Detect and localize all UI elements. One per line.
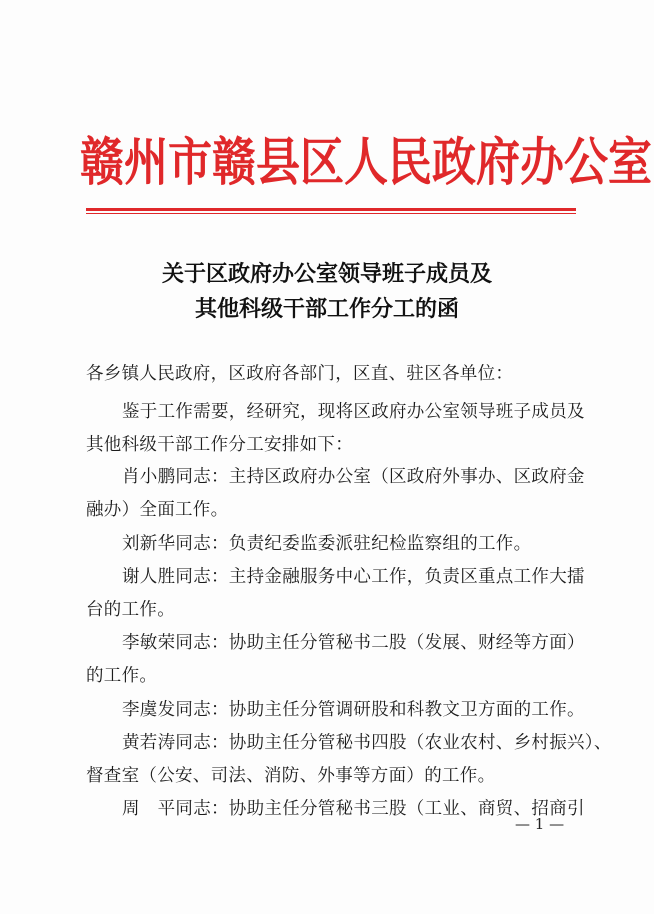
salutation: 各乡镇人民政府，区政府各部门，区直、驻区各单位： — [86, 364, 514, 384]
assignment-line: 台的工作。 — [86, 600, 175, 620]
assignment-line: 谢人胜同志：主持金融服务中心工作，负责区重点工作大擂 — [122, 567, 585, 587]
assignment-line: 的工作。 — [86, 666, 158, 686]
page-number: — 1 — — [515, 815, 565, 833]
assignment-line: 黄若涛同志：协助主任分管秘书四股（农业农村、乡村振兴）、 — [122, 733, 612, 753]
issuer-masthead: 赣州市赣县区人民政府办公室 — [80, 132, 652, 193]
assignment-line: 周 平同志：协助主任分管秘书三股（工业、商贸、招商引 — [122, 799, 585, 819]
masthead-red-rule — [86, 208, 576, 211]
document-title-line-1: 关于区政府办公室领导班子成员及 — [161, 261, 492, 287]
body-paragraph-line: 其他科级干部工作分工安排如下： — [86, 435, 353, 455]
assignment-line: 督查室（公安、司法、消防、外事等方面）的工作。 — [86, 766, 496, 786]
body-paragraph-line: 鉴于工作需要，经研究，现将区政府办公室领导班子成员及 — [122, 402, 585, 422]
assignment-line: 肖小鹏同志：主持区政府办公室（区政府外事办、区政府金 — [122, 467, 585, 487]
assignment-line: 融办）全面工作。 — [86, 500, 229, 520]
masthead-red-rule-thin — [86, 213, 576, 214]
assignment-line: 李虞发同志：协助主任分管调研股和科教文卫方面的工作。 — [122, 700, 585, 720]
assignment-line: 李敏荣同志：协助主任分管秘书二股（发展、财经等方面） — [122, 633, 585, 653]
assignment-line: 刘新华同志：负责纪委监委派驻纪检监察组的工作。 — [122, 534, 532, 554]
document-title-line-2: 其他科级干部工作分工的函 — [194, 296, 459, 322]
